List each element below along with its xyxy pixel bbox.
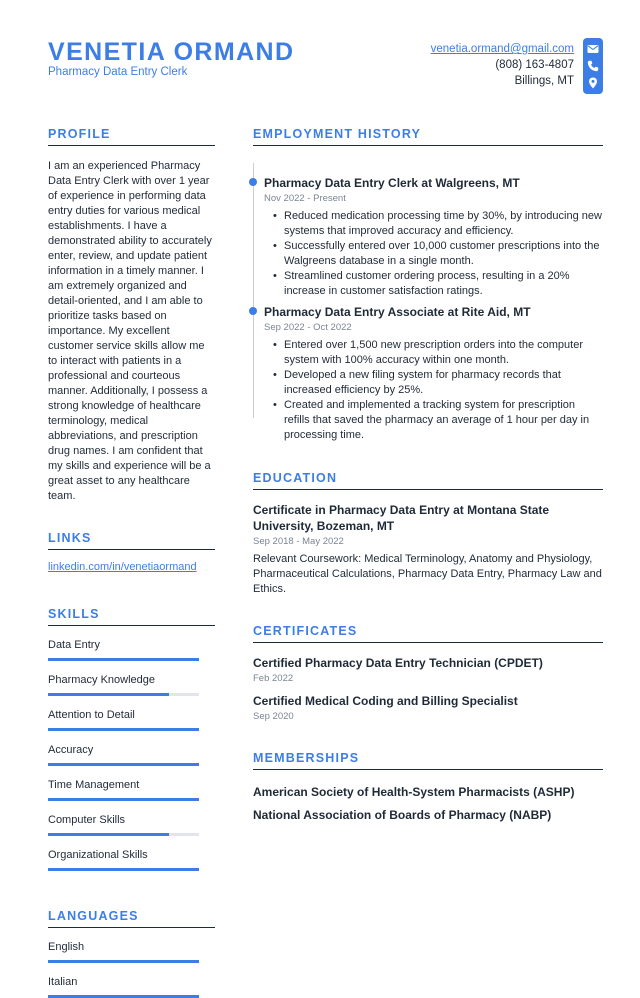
email-link[interactable]: venetia.ormand@gmail.com — [430, 43, 574, 55]
language-item — [48, 940, 215, 963]
profile-heading: PROFILE — [48, 127, 215, 146]
job-bullet: • Streamlined customer ordering process, resulting in a 20% increase in customer satisfaction ratings. — [264, 269, 603, 299]
languages-heading: LANGUAGES — [48, 909, 215, 928]
candidate-name: VENETIA ORMAND — [48, 38, 295, 66]
education-title: Certificate in Pharmacy Data Entry at Montana State University, Bozeman, MT — [253, 503, 550, 533]
skill-item — [48, 743, 215, 766]
skill-item — [48, 638, 215, 661]
links-heading: LINKS — [48, 531, 215, 550]
job-bullet: • Developed a new filing system for pharmacy records that increased efficiency by 25%. — [264, 368, 603, 398]
education-description: Relevant Coursework: Medical Terminology, Anatomy and Physiology, Pharmaceutical Calculations, Pharmacy Data Entry, Pharmacy Law and Ethics. — [253, 553, 602, 595]
certificate-date: Sep 2020 — [253, 711, 294, 722]
job-dates: Sep 2022 - Oct 2022 — [264, 322, 352, 333]
skill-item — [48, 673, 215, 696]
skill-level-bar — [48, 833, 199, 836]
job-bullet: • Created and implemented a tracking system for prescription refills that saved the pharmacy an average of 1 hour per day in processing time. — [264, 398, 603, 443]
skill-item — [48, 813, 215, 836]
skills-list — [48, 638, 215, 871]
skill-name: Pharmacy Knowledge — [48, 674, 156, 686]
skill-level-fill — [48, 763, 199, 766]
skill-name: Data Entry — [48, 639, 100, 651]
location: Billings, MT — [514, 75, 574, 87]
skill-item — [48, 848, 215, 871]
skill-level-fill — [48, 833, 169, 836]
phone-icon — [587, 60, 599, 72]
job-bullets — [264, 209, 603, 299]
profile-text: I am an experienced Pharmacy Data Entry Clerk with over 1 year of experience in performing data entry duties for various medical establishments. I have a demonstrated ability to accurately enter, review, and update patient information in a timely manner. I am extremely organized and detail-oriented, and I am able to prioritize tasks based on importance. My excellent customer service skills allow me to interact with patients in a professional and courteous manner. Additionally, I possess a strong knowledge of healthcare terminology, medical abbreviations, and prescription drug names. I am confident that my skills and experience will be a great asset to any healthcare team. — [48, 160, 212, 502]
timeline-dot — [249, 178, 257, 186]
job-bullets — [264, 338, 603, 443]
skill-level-bar — [48, 728, 199, 731]
location-pin-icon — [587, 77, 599, 89]
left-column — [48, 127, 215, 998]
skill-name: Attention to Detail — [48, 709, 135, 721]
right-column — [253, 127, 603, 823]
language-name: Italian — [48, 976, 78, 988]
memberships-heading: MEMBERSHIPS — [253, 751, 603, 770]
skill-name: Time Management — [48, 779, 140, 791]
skill-name: Accuracy — [48, 744, 94, 756]
skill-name: Organizational Skills — [48, 849, 148, 861]
language-name: English — [48, 941, 85, 953]
skill-level-fill — [48, 693, 169, 696]
skill-level-bar — [48, 693, 199, 696]
language-level-bar — [48, 960, 199, 963]
language-level-fill — [48, 960, 199, 963]
skill-level-bar — [48, 658, 199, 661]
phone-number: (808) 163-4807 — [495, 59, 574, 71]
skill-item — [48, 708, 215, 731]
skill-level-bar — [48, 763, 199, 766]
candidate-job-title: Pharmacy Data Entry Clerk — [48, 66, 188, 78]
skill-level-bar — [48, 798, 199, 801]
languages-list — [48, 940, 215, 998]
skill-level-fill — [48, 728, 199, 731]
membership-item: National Association of Boards of Pharmacy (NABP) — [253, 808, 552, 822]
contact-block — [431, 41, 574, 89]
skill-level-bar — [48, 868, 199, 871]
job-title: Pharmacy Data Entry Clerk at Walgreens, MT — [264, 176, 520, 190]
education-heading: EDUCATION — [253, 471, 603, 490]
certificate-title: Certified Pharmacy Data Entry Technician (CPDET) — [253, 656, 543, 670]
job-entry — [253, 304, 603, 443]
job-entry — [253, 175, 603, 299]
skill-level-fill — [48, 658, 199, 661]
skill-name: Computer Skills — [48, 814, 126, 826]
job-bullet: • Reduced medication processing time by 30%, by introducing new systems that improved accuracy and efficiency. — [264, 209, 603, 239]
skill-item — [48, 778, 215, 801]
skill-level-fill — [48, 868, 199, 871]
membership-item: American Society of Health-System Pharmacists (ASHP) — [253, 785, 575, 799]
certificate-date: Feb 2022 — [253, 673, 294, 684]
timeline-dot — [249, 307, 257, 315]
contact-icon-bar — [583, 38, 603, 94]
education-dates: Sep 2018 - May 2022 — [253, 536, 344, 547]
employment-heading: EMPLOYMENT HISTORY — [253, 127, 603, 146]
job-bullet: • Entered over 1,500 new prescription orders into the computer system with 100% accuracy within one month. — [264, 338, 603, 368]
language-item — [48, 975, 215, 998]
job-bullet: • Successfully entered over 10,000 customer prescriptions into the Walgreens database in a single month. — [264, 239, 603, 269]
certificates-heading: CERTIFICATES — [253, 624, 603, 643]
job-title: Pharmacy Data Entry Associate at Rite Aid, MT — [264, 305, 531, 319]
skill-level-fill — [48, 798, 199, 801]
skills-heading: SKILLS — [48, 607, 215, 626]
job-dates: Nov 2022 - Present — [264, 193, 346, 204]
linkedin-link[interactable]: linkedin.com/in/venetiaormand — [48, 561, 197, 573]
envelope-icon — [587, 43, 599, 55]
certificate-title: Certified Medical Coding and Billing Specialist — [253, 694, 518, 708]
